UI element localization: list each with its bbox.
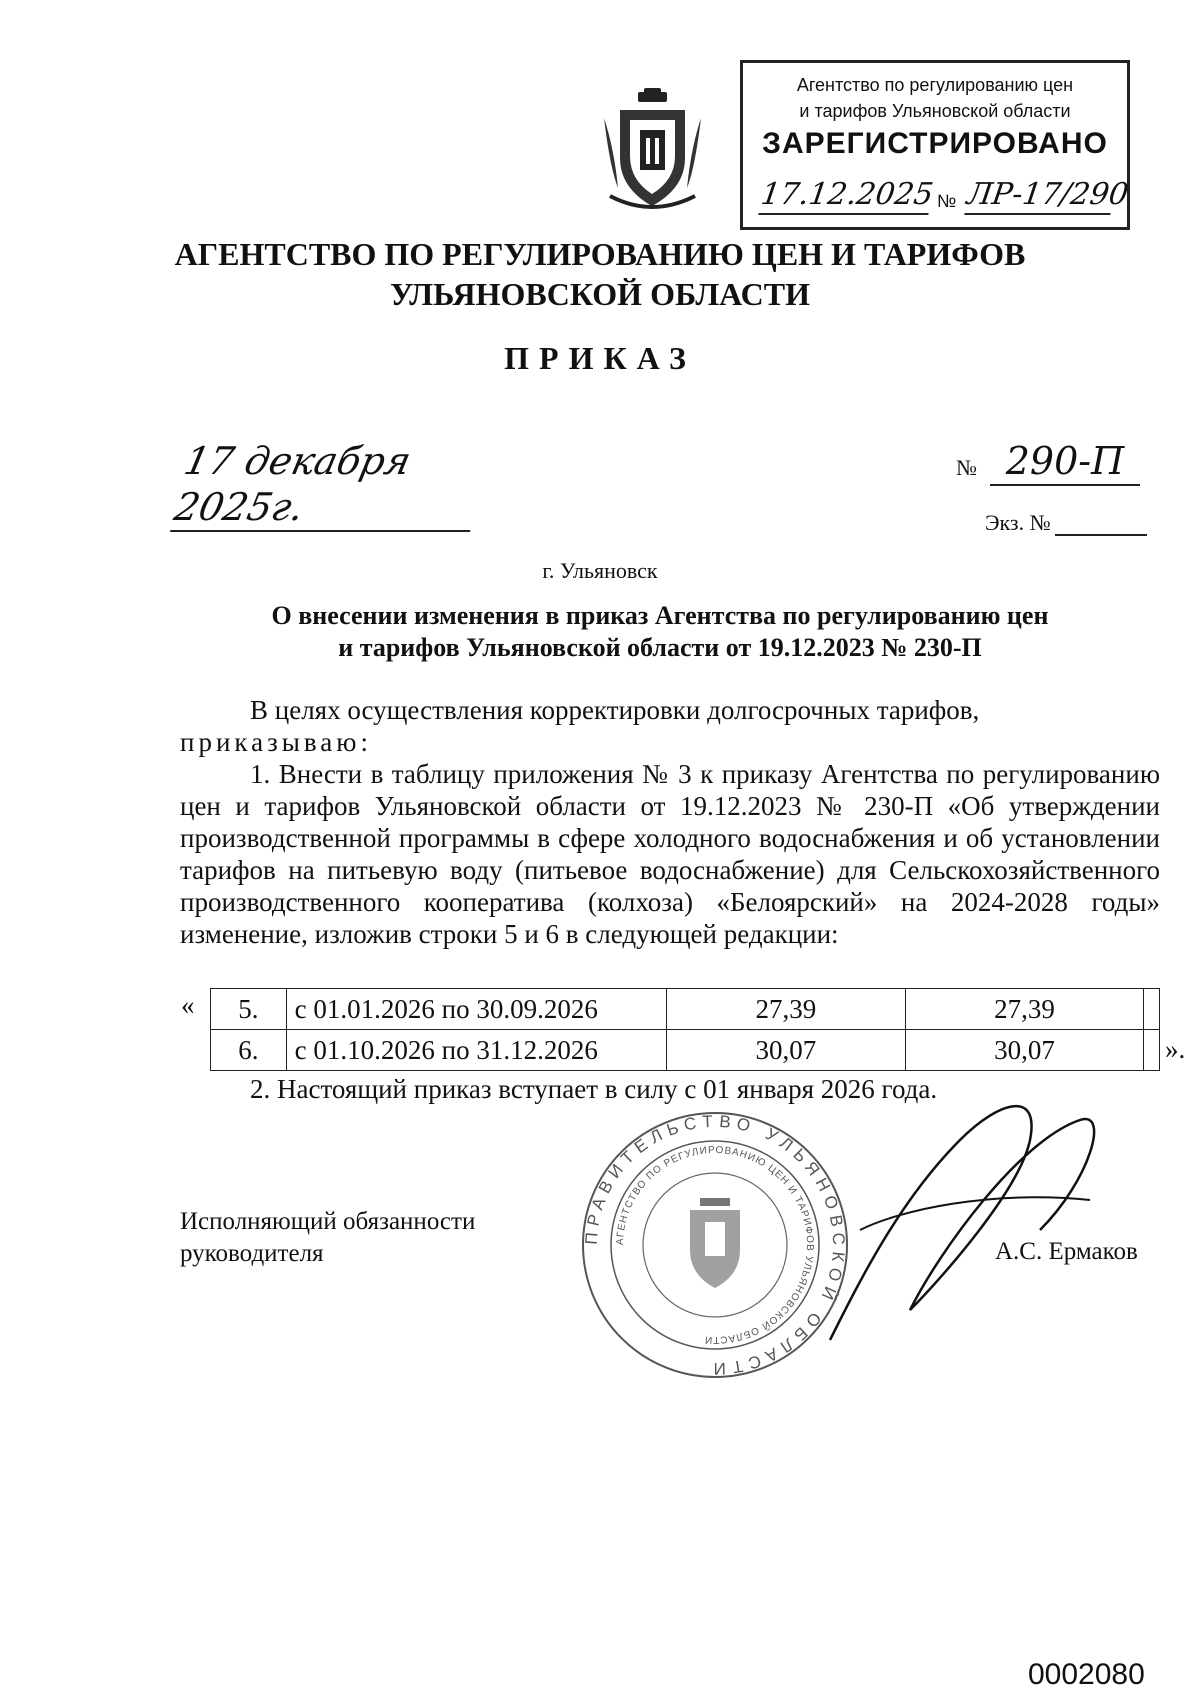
document-serial: 0002080 [1028, 1658, 1145, 1691]
coat-of-arms-icon [600, 88, 705, 218]
table-row [211, 989, 1160, 1030]
quote-open: « [181, 990, 195, 1020]
agency-title-line1: АГЕНТСТВО ПО РЕГУЛИРОВАНИЮ ЦЕН И ТАРИФОВ [174, 236, 1026, 272]
subject-line2: и тарифов Ульяновской области от 19.12.2023 № 230-П [338, 633, 982, 662]
order-date: 17 декабря 2025г. [170, 438, 490, 532]
registration-stamp [740, 60, 1130, 230]
row-value-1: 27,39 [667, 989, 906, 1030]
point-2: 2. Настоящий приказ вступает в силу с 01 января 2026 года. [250, 1074, 938, 1104]
order-word: приказываю: [180, 727, 372, 757]
order-number: 290-П [990, 438, 1140, 486]
preamble: В целях осуществления корректировки долгосрочных тарифов, [250, 695, 980, 725]
city: г. Ульяновск [542, 558, 658, 583]
copy-number-label: Экз. № [985, 510, 1051, 535]
tariff-table [210, 988, 1160, 1071]
stamp-line1: Агентство по регулированию цен [796, 75, 1074, 95]
seal-outer-text: ПРАВИТЕЛЬСТВО УЛЬЯНОВСКОЙ ОБЛАСТИ [581, 1111, 849, 1379]
table-row [211, 1030, 1160, 1071]
row-value-2: 30,07 [905, 1030, 1144, 1071]
row-number: 6. [211, 1030, 287, 1071]
row-period: с 01.10.2026 по 31.12.2026 [286, 1030, 666, 1071]
order-subject [180, 600, 1140, 664]
subject-line1: О внесении изменения в приказ Агентства по регулированию цен [271, 601, 1049, 630]
quote-close: ». [1165, 1034, 1186, 1064]
seal-inner-text: АГЕНТСТВО ПО РЕГУЛИРОВАНИЮ ЦЕН И ТАРИФОВ УЛЬЯНОВСКОЙ ОБЛАСТИ [614, 1144, 816, 1346]
signer-name: А.С. Ермаков [995, 1238, 1138, 1265]
copy-number-blank [1055, 534, 1147, 536]
seal-emblem-icon [690, 1198, 740, 1288]
point-1: 1. Внести в таблицу приложения № 3 к приказу Агентства по регулированию цен и тарифов Ульяновской области от 19.12.2023 № 230-П «Об утверждении производственной программы в сфере холодного водоснабжения и об установлении тарифов на питьевую воду (питьевое водоснабжение) для Сельскохозяйственного производственного кооператива (колхоза) «Белоярский» на 2024-2028 годы» изменение, изложив строки 5 и 6 в следующей редакции: [180, 759, 1160, 949]
row-value-1: 30,07 [667, 1030, 906, 1071]
row-empty-cell [1144, 989, 1160, 1030]
agency-title-line2: УЛЬЯНОВСКОЙ ОБЛАСТИ [389, 276, 811, 312]
row-empty-cell [1144, 1030, 1160, 1071]
agency-title [60, 234, 1140, 314]
stamp-number-label: № [937, 191, 957, 211]
stamp-number: ЛР-17/290 [964, 177, 1115, 215]
row-period: с 01.01.2026 по 30.09.2026 [286, 989, 666, 1030]
order-body [180, 694, 1160, 950]
handwritten-signature [790, 1080, 1120, 1360]
row-value-2: 27,39 [905, 989, 1144, 1030]
row-number: 5. [211, 989, 287, 1030]
order-number-label: № [956, 455, 977, 480]
document-type: ПРИКАЗ [504, 340, 696, 376]
stamp-status: ЗАРЕГИСТРИРОВАНО [762, 127, 1108, 160]
signer-position [180, 1206, 475, 1270]
signer-position-line1: Исполняющий обязанности [180, 1208, 476, 1235]
stamp-line2: и тарифов Ульяновской области [799, 101, 1071, 121]
stamp-date: 17.12.2025 [758, 177, 933, 215]
signer-position-line2: руководителя [180, 1240, 324, 1267]
